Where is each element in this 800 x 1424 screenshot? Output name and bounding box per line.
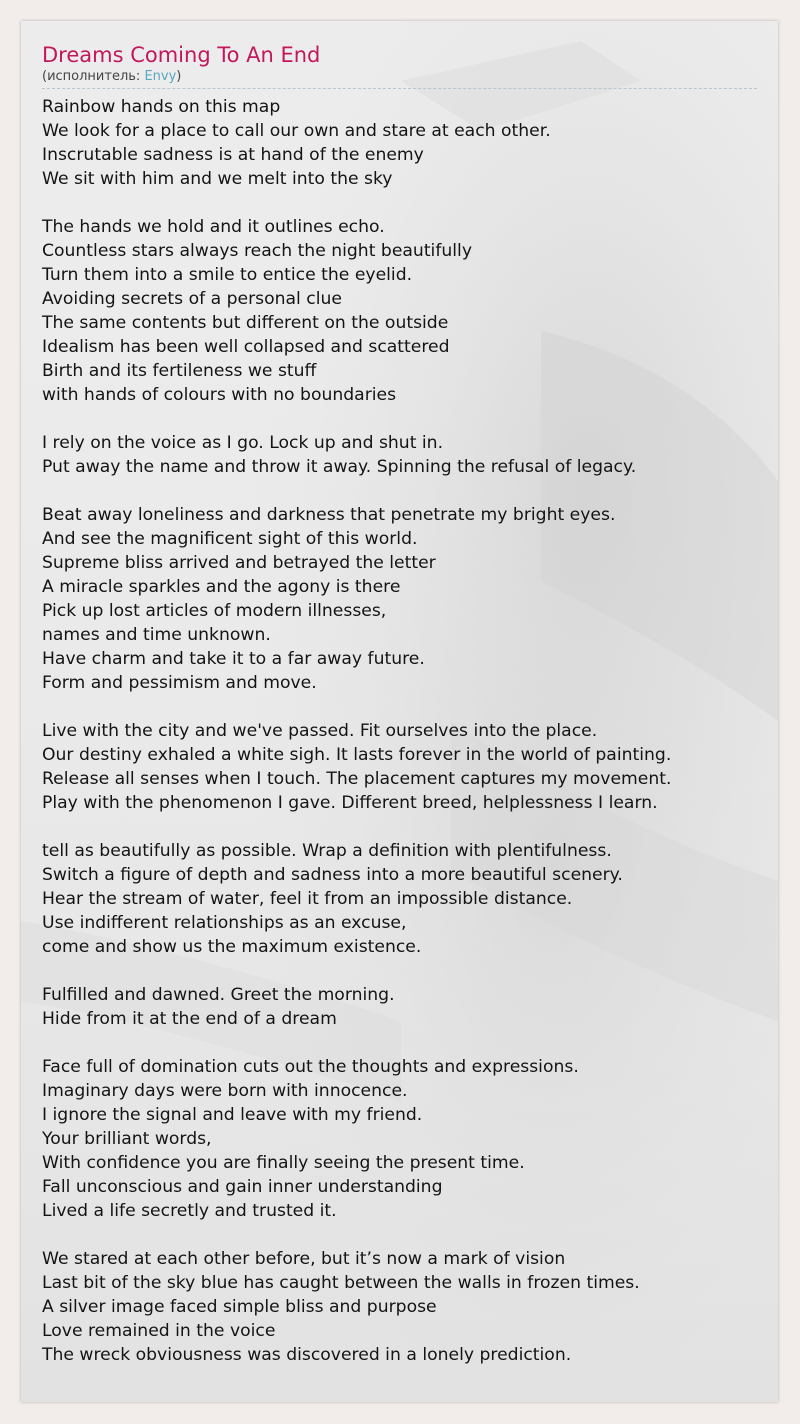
lyrics-stanza <box>42 431 772 479</box>
lyric-line: Switch a figure of depth and sadness into a more beautiful scenery. <box>42 865 623 885</box>
lyric-line: I rely on the voice as I go. Lock up and shut in. <box>42 433 444 453</box>
lyrics-stanza <box>42 215 772 407</box>
lyric-line: Our destiny exhaled a white sigh. It lasts forever in the world of painting. <box>42 745 672 765</box>
lyrics-stanza <box>42 95 772 191</box>
lyrics-body <box>42 95 772 1367</box>
lyric-line: A miracle sparkles and the agony is there <box>42 577 401 597</box>
artist-prefix: (исполнитель: <box>42 69 145 84</box>
lyric-line: We sit with him and we melt into the sky <box>42 169 393 189</box>
lyrics-stanza <box>42 1247 772 1367</box>
lyric-line: Fulfilled and dawned. Greet the morning. <box>42 985 395 1005</box>
lyric-line: Pick up lost articles of modern illnesses, <box>42 601 387 621</box>
lyric-line: names and time unknown. <box>42 625 271 645</box>
lyric-line: Have charm and take it to a far away future. <box>42 649 425 669</box>
lyric-line: tell as beautifully as possible. Wrap a definition with plentifulness. <box>42 841 612 861</box>
lyric-line: We look for a place to call our own and stare at each other. <box>42 121 551 141</box>
lyric-line: Last bit of the sky blue has caught between the walls in frozen times. <box>42 1273 640 1293</box>
lyric-line: Idealism has been well collapsed and scattered <box>42 337 450 357</box>
lyric-line: Release all senses when I touch. The placement captures my movement. <box>42 769 672 789</box>
lyrics-stanza <box>42 719 772 815</box>
lyric-line: with hands of colours with no boundaries <box>42 385 397 405</box>
lyric-line: Rainbow hands on this map <box>42 97 281 117</box>
lyric-line: Hear the stream of water, feel it from an impossible distance. <box>42 889 573 909</box>
lyric-line: Your brilliant words, <box>42 1129 212 1149</box>
lyric-line: Countless stars always reach the night beautifully <box>42 241 472 261</box>
lyric-line: We stared at each other before, but it’s now a mark of vision <box>42 1249 566 1269</box>
lyrics-stanza <box>42 503 772 695</box>
lyric-line: Put away the name and throw it away. Spinning the refusal of legacy. <box>42 457 637 477</box>
lyric-line: And see the magnificent sight of this world. <box>42 529 418 549</box>
lyric-line: come and show us the maximum existence. <box>42 937 422 957</box>
lyric-line: Use indifferent relationships as an excuse, <box>42 913 407 933</box>
lyric-line: Supreme bliss arrived and betrayed the letter <box>42 553 436 573</box>
lyric-line: I ignore the signal and leave with my friend. <box>42 1105 423 1125</box>
artist-suffix: ) <box>176 69 182 84</box>
lyric-line: A silver image faced simple bliss and purpose <box>42 1297 437 1317</box>
lyric-line: The same contents but different on the outside <box>42 313 449 333</box>
lyric-line: Lived a life secretly and trusted it. <box>42 1201 337 1221</box>
lyrics-stanza <box>42 839 772 959</box>
lyric-line: Inscrutable sadness is at hand of the enemy <box>42 145 424 165</box>
lyric-line: Fall unconscious and gain inner understanding <box>42 1177 443 1197</box>
lyrics-stanza <box>42 1055 772 1223</box>
lyric-line: Avoiding secrets of a personal clue <box>42 289 342 309</box>
lyric-line: Birth and its fertileness we stuff <box>42 361 317 381</box>
lyric-line: Play with the phenomenon I gave. Different breed, helplessness I learn. <box>42 793 658 813</box>
lyric-line: Beat away loneliness and darkness that penetrate my bright eyes. <box>42 505 616 525</box>
lyric-line: Love remained in the voice <box>42 1321 276 1341</box>
lyric-line: Form and pessimism and move. <box>42 673 317 693</box>
content <box>42 41 772 1391</box>
lyrics-stanza <box>42 983 772 1031</box>
lyric-line: The hands we hold and it outlines echo. <box>42 217 385 237</box>
artist-link[interactable]: Envy <box>144 69 177 84</box>
lyric-line: The wreck obviousness was discovered in a lonely prediction. <box>42 1345 572 1365</box>
lyric-line: Live with the city and we've passed. Fit ourselves into the place. <box>42 721 598 741</box>
lyric-line: Turn them into a smile to entice the eyelid. <box>42 265 413 285</box>
artist-line <box>42 69 757 89</box>
song-title: Dreams Coming To An End <box>42 43 321 67</box>
lyric-line: Face full of domination cuts out the thoughts and expressions. <box>42 1057 579 1077</box>
lyric-line: With confidence you are finally seeing the present time. <box>42 1153 525 1173</box>
lyric-line: Imaginary days were born with innocence. <box>42 1081 408 1101</box>
lyrics-card <box>21 21 778 1402</box>
lyric-line: Hide from it at the end of a dream <box>42 1009 337 1029</box>
